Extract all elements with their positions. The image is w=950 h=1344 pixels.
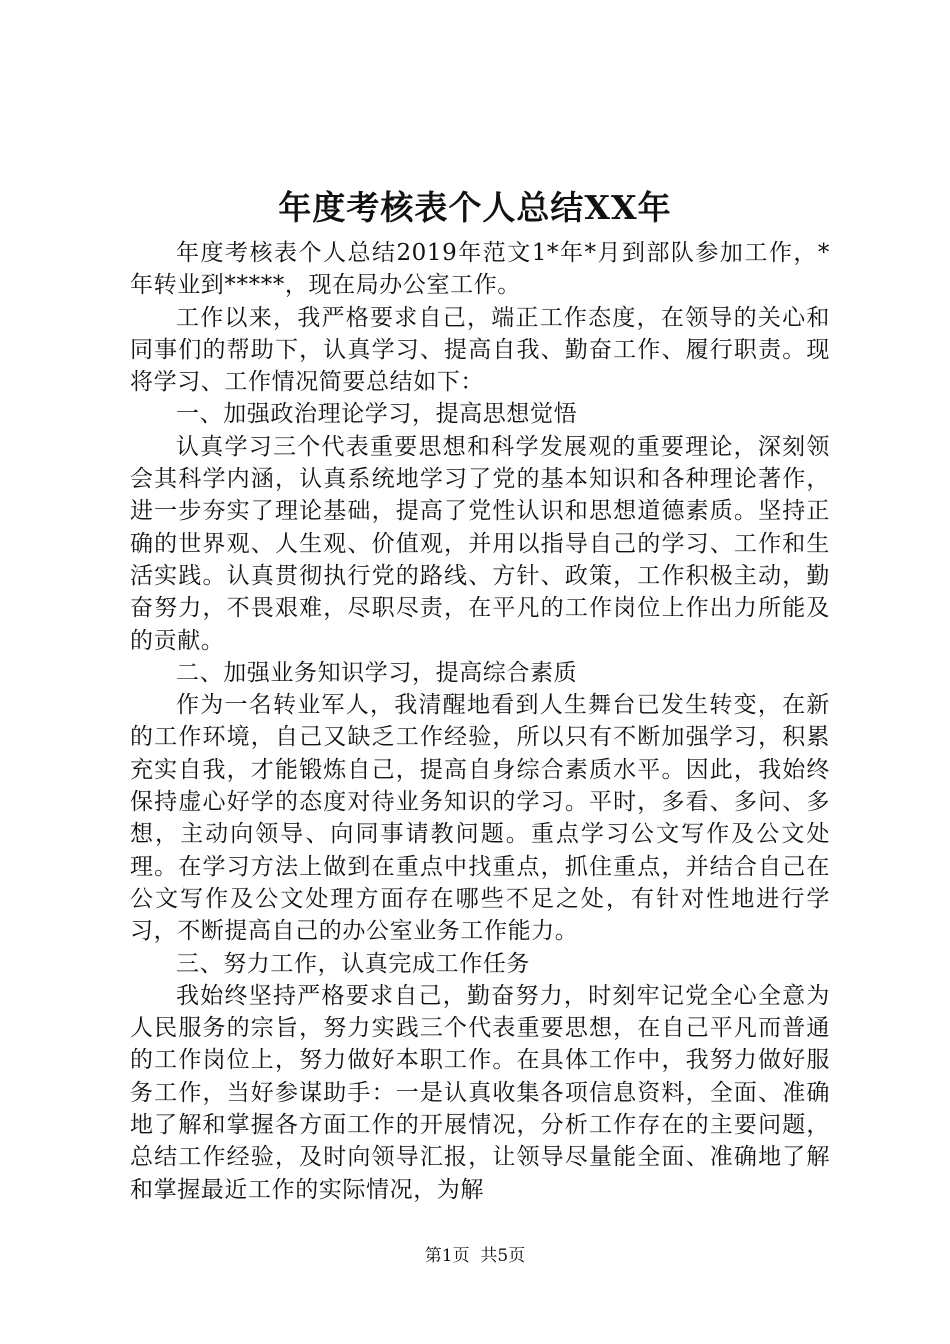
page-total: 共5页: [480, 1246, 526, 1266]
section-heading: 三、努力工作，认真完成工作任务: [176, 950, 530, 977]
section-heading: 一、加强政治理论学习，提高思想觉悟: [176, 401, 578, 428]
paragraph: 我始终坚持严格要求自己，勤奋努力，时刻牢记党全心全意为人民服务的宗旨，努力实践三个代表重要思想，在自己平凡而普通的工作岗位上，努力做好本职工作。在具体工作中，我努力做好服务工作，当好参谋助手：一是认真收集各项信息资料，全面、准确地了解和掌握各方面工作的开展情况，分析工作存在的主要问题，总结工作经验，及时向领导汇报，让领导尽量能全面、准确地了解和掌握最近工作的实际情况，为解: [130, 982, 830, 1203]
paragraph: 作为一名转业军人，我清醒地看到人生舞台已发生转变，在新的工作环境，自己又缺乏工作经验，所以只有不断加强学习，积累充实自我，才能锻炼自己，提高自身综合素质水平。因此，我始终保持虚心好学的态度对待业务知识的学习。平时，多看、多问、多想，主动向领导、向同事请教问题。重点学习公文写作及公文处理。在学习方法上做到在重点中找重点，抓住重点，并结合自己在公文写作及公文处理方面存在哪些不足之处，有针对性地进行学习，不断提高自己的办公室业务工作能力。: [130, 692, 830, 945]
paragraph: 年度考核表个人总结2019年范文1*年*月到部队参加工作，*年转业到*****，现在局办公室工作。: [130, 240, 830, 299]
section-heading: 二、加强业务知识学习，提高综合素质: [176, 659, 578, 686]
document-title: 年度考核表个人总结XX年: [278, 188, 672, 227]
document-body: [130, 237, 830, 1206]
page-number: 第1页: [424, 1246, 470, 1266]
paragraph: 工作以来，我严格要求自己，端正工作态度，在领导的关心和同事们的帮助下，认真学习、提高自我、勤奋工作、履行职责。现将学习、工作情况简要总结如下：: [130, 304, 830, 396]
paragraph: 认真学习三个代表重要思想和科学发展观的重要理论，深刻领会其科学内涵，认真系统地学习了党的基本知识和各种理论著作，进一步夯实了理论基础，提高了党性认识和思想道德素质。坚持正确的世界观、人生观、价值观，并用以指导自己的学习、工作和生活实践。认真贯彻执行党的路线、方针、政策，工作积极主动，勤奋努力，不畏艰难，尽职尽责，在平凡的工作岗位上作出力所能及的贡献。: [130, 433, 830, 654]
page-footer: [0, 1244, 950, 1268]
